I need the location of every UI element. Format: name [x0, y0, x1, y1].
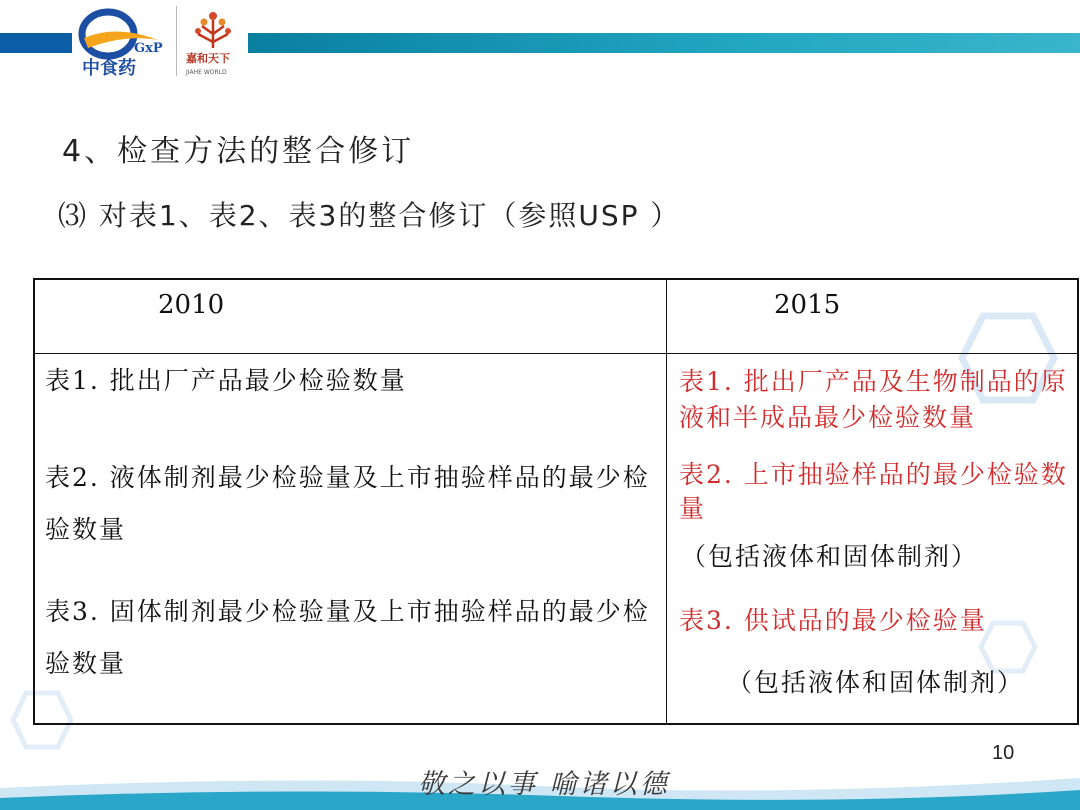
header-bar-left [0, 33, 72, 53]
page-number: 10 [992, 742, 1015, 764]
zhongshiyao-logo [76, 4, 172, 78]
left-column-cell [34, 353, 667, 724]
right-column-cell [667, 353, 1079, 724]
column-header-2015: 2015 [667, 279, 1079, 353]
logo-jiahe-text: 嘉和天下 [186, 52, 230, 65]
logo-zsy-text: 中食药 [82, 58, 136, 78]
footer-motto: 敬之以事 喻诸以德 [418, 769, 670, 800]
table-item-2015-2: 表2. 上市抽验样品的最少检验数量 [679, 459, 1068, 523]
table-item-2015-3: 表3. 供试品的最少检验量 [679, 605, 987, 635]
column-header-2010: 2010 [34, 279, 667, 353]
comparison-table [33, 278, 1079, 725]
table-item-2010-1: 表1. 批出厂产品最少检验数量 [45, 365, 407, 395]
logo-jiahe-sub: JIAHE WORLD [186, 69, 227, 76]
logo-gxp-text: GxP [134, 41, 163, 56]
section-heading: 4、检查方法的整合修订 [62, 134, 415, 169]
table-header-row [34, 279, 1078, 353]
table-body-row [34, 353, 1078, 724]
table-item-2015-2-note: （包括液体和固体制剂） [681, 541, 979, 571]
jiahe-world-logo [182, 4, 244, 78]
section-subheading: ⑶ 对表1、表2、表3的整合修订（参照USP ） [58, 199, 681, 232]
table-item-2010-3: 表3. 固体制剂最少检验量及上市抽验样品的最少检验数量 [45, 596, 650, 678]
logo-separator [176, 6, 177, 76]
table-item-2015-3-note: （包括液体和固体制剂） [727, 667, 1025, 697]
table-item-2010-2: 表2. 液体制剂最少检验量及上市抽验样品的最少检验数量 [45, 462, 650, 544]
table-item-2015-1: 表1. 批出厂产品及生物制品的原液和半成品最少检验数量 [679, 366, 1068, 432]
header-bar-right [248, 33, 1080, 53]
